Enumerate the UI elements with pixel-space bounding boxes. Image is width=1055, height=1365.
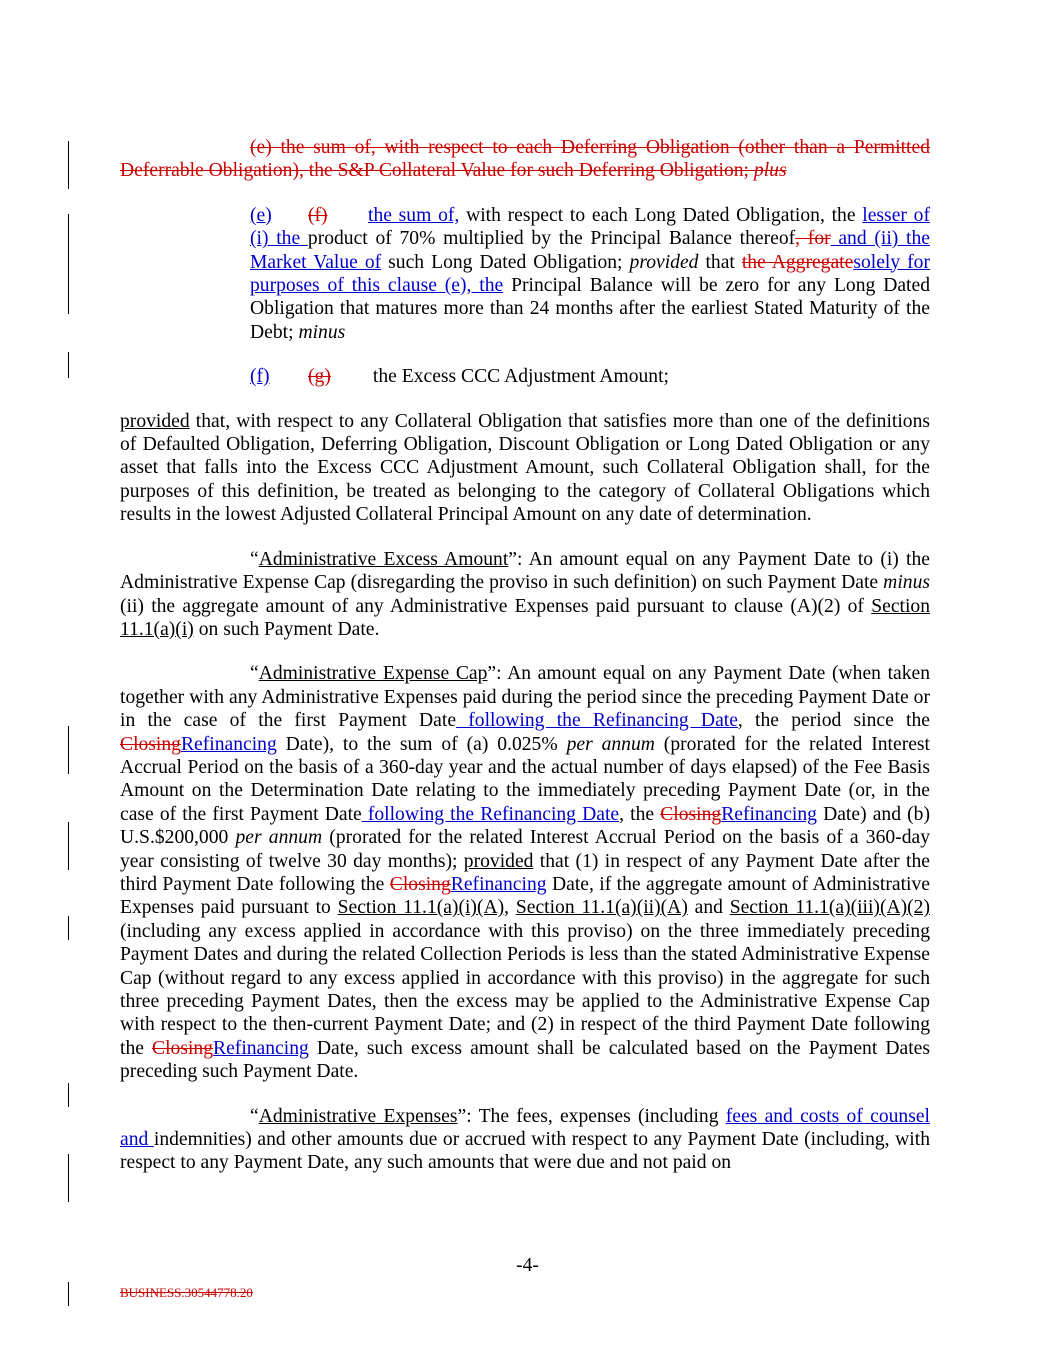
aec-section-ref-1: Section 11.1(a)(i)(A): [337, 897, 505, 919]
aec-section-ref-2: Section 11.1(a)(ii)(A): [515, 897, 688, 919]
aec-ins-1: following the Refinancing Date: [456, 710, 738, 732]
clause-e-it-2: minus: [298, 321, 346, 343]
clause-e-t3: such Long Dated Obligation;: [381, 251, 630, 273]
clause-e-ins-1: the sum of,: [368, 204, 460, 226]
aec-t5: , the: [619, 803, 661, 825]
provided-text: that, with respect to any Collateral Obligation that satisfies more than one of the definitions of Defaulted Obligation, Deferring Obligation, Discount Obligation or Long Dated Obligation or any asset that falls into the Excess CCC Adjustment Amount, such Collateral Obligation shall, for the purposes of this definition, be treated as belonging to the category of Collateral Obligations which results in the lowest Adjusted Collateral Principal Amount on any date of determination.: [120, 410, 930, 526]
aec-del-3: Closing: [389, 873, 451, 895]
aec-t4: (prorated for the related Interest Accrual Period on the basis of a 360-day year and the actual number of days elapsed) of the Fee Basis Amount on the Determination Date relating to the immediately preceding Payment Date (or, in the case of the first Payment Date: [120, 733, 930, 825]
clause-e: [120, 204, 930, 344]
change-bar: [68, 1154, 69, 1202]
clause-f-new-marker: (f): [250, 366, 270, 388]
term-administrative-excess-amount: Administrative Excess Amount: [258, 548, 509, 570]
aec-t3: Date), to the sum of (a) 0.025%: [276, 733, 567, 755]
change-bar: [68, 822, 69, 870]
aec-provided: provided: [463, 850, 534, 872]
change-bar: [68, 1083, 69, 1107]
clause-f: [120, 365, 930, 388]
aec-t6: Date) and (b) U.S.$200,000: [120, 803, 930, 849]
clause-e-del-2: the Aggregate: [741, 251, 854, 273]
aec-ins-3: following the Refinancing Date: [361, 803, 620, 825]
clause-e-new-marker: (e): [250, 204, 272, 226]
clause-e-t4: that: [698, 251, 742, 273]
clause-e-t2: product of 70% multiplied by the Principal Balance thereof: [307, 228, 796, 250]
aec-ins-5: Refinancing: [450, 873, 547, 895]
document-id: BUSINESS.30544778.20: [120, 1285, 253, 1300]
change-bar: [68, 141, 69, 189]
ae-ins-1: fees and costs of counsel and: [120, 1105, 930, 1151]
change-bar: [68, 916, 69, 940]
aec-ins-6: Refinancing: [213, 1037, 309, 1059]
aec-ins-2: Refinancing: [180, 733, 277, 755]
provided-paragraph: [120, 410, 930, 527]
aec-t2: , the period since the: [737, 710, 930, 732]
aec-t1: : An amount equal on any Payment Date (when taken together with any Administrative Expenses paid during the period since the preceding Payment Date or in the case of the first Payment Date: [120, 663, 931, 732]
clause-e-t5: Principal Balance will be zero for any Long Dated Obligation that matures more than 24 months after the earliest Stated Maturity of the Debt;: [250, 275, 930, 343]
change-bar: [68, 352, 69, 378]
aec-del-2: Closing: [660, 803, 722, 825]
aec-t11: and: [687, 897, 730, 919]
deleted-clause-e: [120, 136, 930, 183]
change-bar: [68, 726, 69, 774]
clause-e-ins-4: solely for purposes of this clause (e), the: [250, 251, 930, 297]
aec-it-1: per annum: [566, 733, 655, 755]
aea-t1: : An amount equal on any Payment Date to (i) the Administrative Expense Cap (disregarding the proviso in such definition) on such Payment Date: [120, 548, 930, 594]
aec-section-ref-3: Section 11.1(a)(iii)(A)(2): [729, 897, 930, 919]
clause-e-old-marker: (f): [308, 204, 328, 226]
aea-it-1: minus: [883, 572, 930, 594]
aec-ins-4: Refinancing: [721, 803, 817, 825]
aec-it-2: per annum: [235, 827, 323, 849]
clause-e-it-1: provided: [629, 251, 699, 273]
clause-e-ins-3: and (ii) the Market Value of: [250, 228, 930, 273]
page-number: -4-: [516, 1255, 539, 1276]
document-body: [120, 136, 930, 1196]
aec-t7: (prorated for the related Interest Accrual Period on the basis of a 360-day year consisting of twelve 30 day months);: [120, 827, 931, 872]
deleted-clause-e-trailing: plus: [753, 160, 787, 182]
clause-f-text: the Excess CCC Adjustment Amount;: [368, 366, 669, 388]
definition-administrative-expenses: “Administrative Expenses”: The fees, expenses (including fees and costs of counsel and indemnities) and other amounts due or accrued with respect to any Payment Date (including, with respect to any Payment Date, any such amounts that were due and not paid on: [120, 1105, 930, 1174]
aea-t3: on such Payment Date.: [193, 618, 380, 640]
aea-section-ref: Section 11.1(a)(i): [120, 595, 930, 640]
aec-t8: that (1) in respect of any Payment Date after the third Payment Date following the: [120, 850, 930, 895]
term-administrative-expense-cap: Administrative Expense Cap: [258, 663, 488, 685]
change-bar: [68, 214, 69, 314]
definition-administrative-excess-amount: “Administrative Excess Amount”: An amount equal on any Payment Date to (i) the Administrative Expense Cap (disregarding the proviso in such definition) on such Payment Date minus (ii) the aggregate amount of any Administrative Expenses paid pursuant to clause (A)(2) of Section 11.1(a)(i) on such Payment Date.: [120, 548, 930, 640]
clause-e-t1: with respect to each Long Dated Obligation, the: [459, 204, 863, 226]
aea-t2: (ii) the aggregate amount of any Administrative Expenses paid pursuant to clause (A)(2) of: [120, 595, 872, 617]
deleted-clause-e-text: the sum of, with respect to each Deferring Obligation (other than a Permitted Deferrable Obligation), the S&P Collateral Value for such Deferring Obligation;: [120, 137, 930, 182]
aec-t9: Date, if the aggregate amount of Administrative Expenses paid pursuant to: [120, 873, 930, 919]
provided-lead: provided: [120, 410, 190, 432]
ae-t1: : The fees, expenses (including: [466, 1105, 726, 1127]
term-administrative-expenses: Administrative Expenses: [258, 1105, 458, 1127]
clause-e-ins-2: lesser of (i) the: [250, 204, 930, 250]
aec-t12: (including any excess applied in accordance with this proviso) on the three immediately preceding Payment Dates and during the related Collection Periods is less than the stated Administrative Expense Cap (without regard to any excess applied in accordance with this proviso) in the aggregate for such three preceding Payment Dates, then the excess may be applied to the Administrative Expense Cap with respect to the then-current Payment Date; and (2) in respect of the third Payment Date following the: [120, 920, 930, 1059]
clause-e-del-1: , for: [795, 228, 831, 250]
aec-del-4: Closing: [152, 1037, 214, 1059]
definition-administrative-expense-cap: “Administrative Expense Cap”: An amount equal on any Payment Date (when taken together with any Administrative Expenses paid during the period since the preceding Payment Date or in the case of the first Payment Date following the Refinancing Date, the period since the ClosingRefinancing Date), to the sum of (a) 0.025% per annum (prorated for the related Interest Accrual Period on the basis of a 360-day year and the actual number of days elapsed) of the Fee Basis Amount on the Determination Date relating to the immediately preceding Payment Date (or, in the case of the first Payment Date following the Refinancing Date, the ClosingRefinancing Date) and (b) U.S.$200,000 per annum (prorated for the related Interest Accrual Period on the basis of a 360-day year consisting of twelve 30 day months); provided that (1) in respect of any Payment Date after the third Payment Date following the ClosingRefinancing Date, if the aggregate amount of Administrative Expenses paid pursuant to Section 11.1(a)(i)(A), Section 11.1(a)(ii)(A) and Section 11.1(a)(iii)(A)(2) (including any excess applied in accordance with this proviso) on the three immediately preceding Payment Dates and during the related Collection Periods is less than the stated Administrative Expense Cap (without regard to any excess applied in accordance with this proviso) in the aggregate for such three preceding Payment Dates, then the excess may be applied to the Administrative Expense Cap with respect to the then-current Payment Date; and (2) in respect of the third Payment Date following the ClosingRefinancing Date, such excess amount shall be calculated based on the Payment Dates preceding such Payment Date.: [120, 663, 931, 1083]
ae-t2: indemnities) and other amounts due or accrued with respect to any Payment Date (including, with respect to any Payment Date, any such amounts that were due and not paid on: [120, 1129, 930, 1174]
aec-t13: Date, such excess amount shall be calculated based on the Payment Dates preceding such Payment Date.: [120, 1037, 930, 1083]
deleted-clause-e-marker: (e): [250, 137, 272, 158]
aec-del-1: Closing: [120, 733, 181, 755]
clause-f-old-marker: (g): [308, 366, 331, 388]
change-bar: [68, 1282, 69, 1306]
aec-t10: ,: [504, 897, 516, 919]
